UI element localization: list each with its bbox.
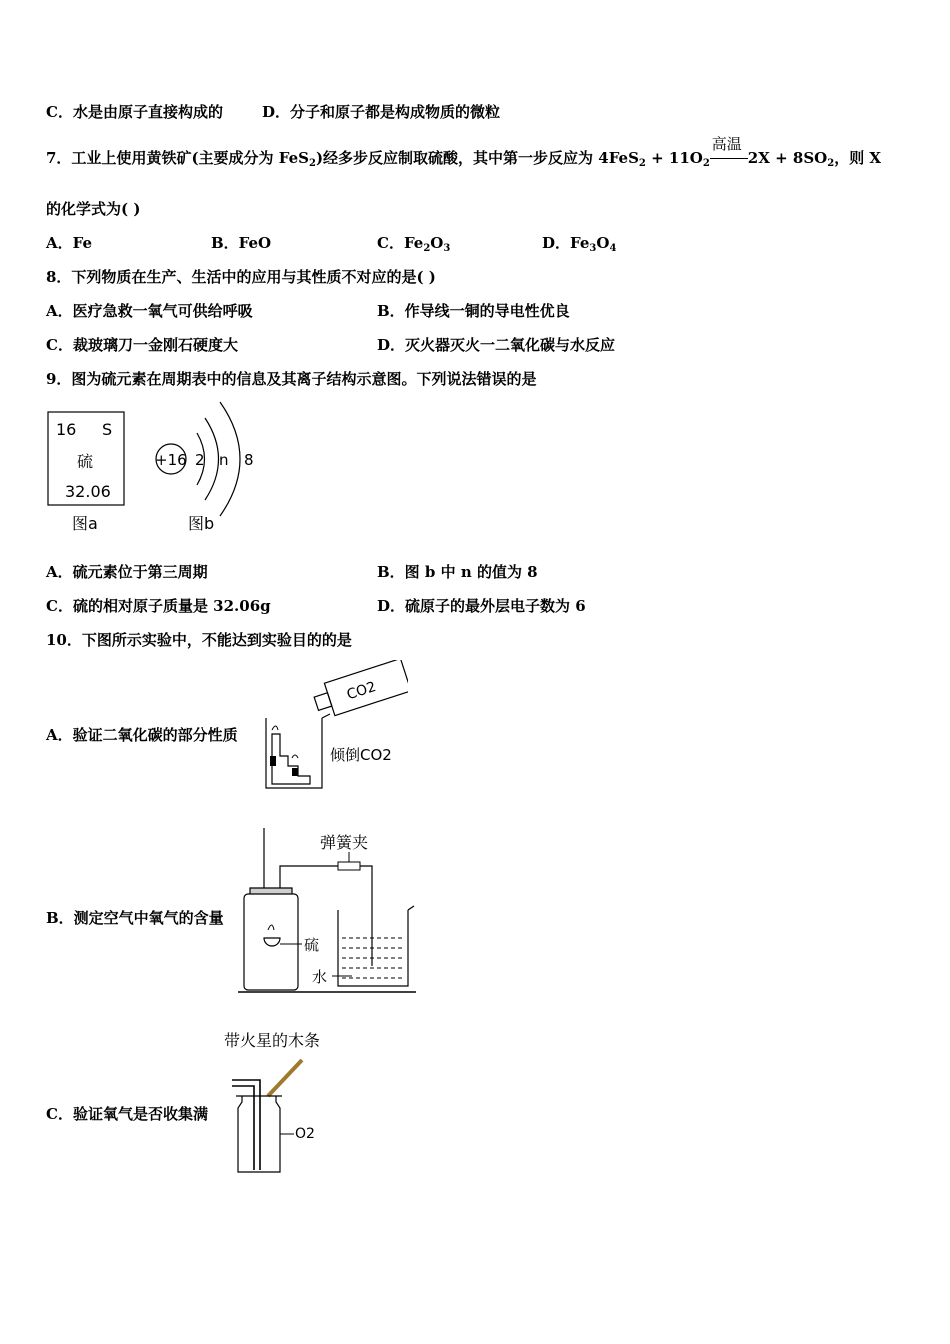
q8-option-a: A．医疗急救一氧气可供给呼吸 (46, 302, 253, 320)
subscript: 4 (609, 243, 617, 254)
subscript: 2 (638, 158, 646, 169)
shell-3-electrons: 8 (244, 451, 254, 469)
q9-option-b: B．图 b 中 n 的值为 8 (377, 563, 538, 581)
spring-clamp (338, 862, 360, 870)
glowing-splint (268, 1060, 302, 1096)
beaker-lip (322, 714, 330, 718)
candle-low (292, 768, 298, 776)
nuclear-charge: +16 (155, 451, 187, 469)
q10-stem: 10．下图所示实验中，不能达到实验目的的是 (46, 631, 352, 649)
subscript: 2 (423, 243, 431, 254)
q9-option-c: C．硫的相对原子质量是 32.06g (46, 597, 271, 615)
q8-option-c: C．裁玻璃刀一金刚石硬度大 (46, 336, 238, 354)
element-symbol: S (102, 420, 113, 439)
flame-icon (272, 726, 278, 730)
q9-stem: 9．图为硫元素在周期表中的信息及其离子结构示意图。下列说法错误的是 (46, 370, 537, 388)
reaction-condition (710, 135, 748, 168)
subscript: 2 (827, 158, 835, 169)
q7-stem-part: 7．工业上使用黄铁矿(主要成分为 FeS (46, 149, 309, 167)
co2-pour-diagram (258, 660, 408, 795)
q9-option-d: D．硫原子的最外层电子数为 6 (377, 597, 586, 615)
q6-option-d: D．分子和原子都是构成物质的微粒 (262, 103, 501, 121)
q10-option-b: B．测定空气中氧气的含量 (46, 909, 224, 927)
q7-stem-line2: 的化学式为( ) (46, 200, 141, 218)
atomic-mass: 32.06 (65, 482, 111, 501)
oxygen-full-test (222, 1024, 352, 1176)
q8-option-b: B．作导线一铜的导电性优良 (377, 302, 570, 320)
candle-high (270, 756, 276, 766)
rubber-stopper (250, 888, 292, 894)
q7-option-d (542, 233, 616, 259)
q7-stem-part: + 11O (645, 149, 703, 167)
collecting-bottle (244, 894, 298, 990)
co2-label: CO2 (344, 678, 379, 704)
flame-icon (292, 755, 298, 758)
q7-stem-part: ，则 X (834, 149, 882, 167)
glass-tube (280, 866, 372, 966)
q7-option-c (377, 233, 450, 259)
q7-option-a: A．Fe (46, 234, 93, 252)
oxygen-content-apparatus (236, 826, 422, 998)
q9-figure (40, 398, 280, 538)
flame-icon (268, 925, 274, 930)
shell-1-electrons: 2 (195, 451, 205, 469)
sulfur-label: 硫 (304, 936, 320, 954)
stair-stand (272, 734, 310, 784)
shell-arc-2 (205, 418, 219, 500)
q8-stem: 8．下列物质在生产、生活中的应用与其性质不对应的是( ) (46, 268, 436, 286)
subscript: 3 (443, 243, 451, 254)
q7-option-b: B．FeO (211, 234, 272, 252)
caption-fig-a: 图a (72, 514, 98, 533)
condition-line (710, 158, 748, 159)
option-text: O (596, 234, 610, 252)
q10-option-c: C．验证氧气是否收集满 (46, 1105, 208, 1123)
q6-option-c: C．水是由原子直接构成的 (46, 103, 223, 121)
pour-caption: 倾倒CO2 (330, 746, 392, 764)
beaker-lip (408, 906, 414, 910)
stick-label: 带火星的木条 (224, 1031, 321, 1050)
beaker (266, 718, 322, 788)
q7-stem-part: 2X + 8SO (747, 149, 828, 167)
water-label: 水 (312, 968, 328, 986)
clamp-label: 弹簧夹 (320, 833, 369, 852)
delivery-tube-inner (232, 1086, 254, 1170)
shell-2-electrons: n (219, 451, 229, 469)
q7-stem-part: )经多步反应制取硫酸，其中第一步反应为 4FeS (315, 149, 639, 167)
caption-fig-b: 图b (188, 514, 215, 533)
bottle-neck (314, 693, 332, 711)
atomic-number: 16 (56, 420, 77, 439)
element-name: 硫 (77, 452, 94, 471)
q9-option-a: A．硫元素位于第三周期 (46, 563, 208, 581)
subscript: 2 (702, 158, 710, 169)
subscript: 3 (589, 243, 597, 254)
water-lines (342, 938, 404, 978)
gas-bottle (238, 1096, 280, 1172)
q8-option-d: D．灭火器灭火一二氧化碳与水反应 (377, 336, 616, 354)
condition-label: 高温 (711, 135, 742, 153)
delivery-tube (232, 1080, 260, 1170)
option-text: C．Fe (377, 234, 424, 252)
q7-stem (46, 135, 882, 174)
o2-label: O2 (295, 1126, 315, 1142)
q10-option-a: A．验证二氧化碳的部分性质 (46, 726, 238, 744)
subscript: 2 (308, 158, 316, 169)
combustion-spoon (264, 938, 280, 946)
option-text: D．Fe (542, 234, 590, 252)
option-text: O (430, 234, 444, 252)
